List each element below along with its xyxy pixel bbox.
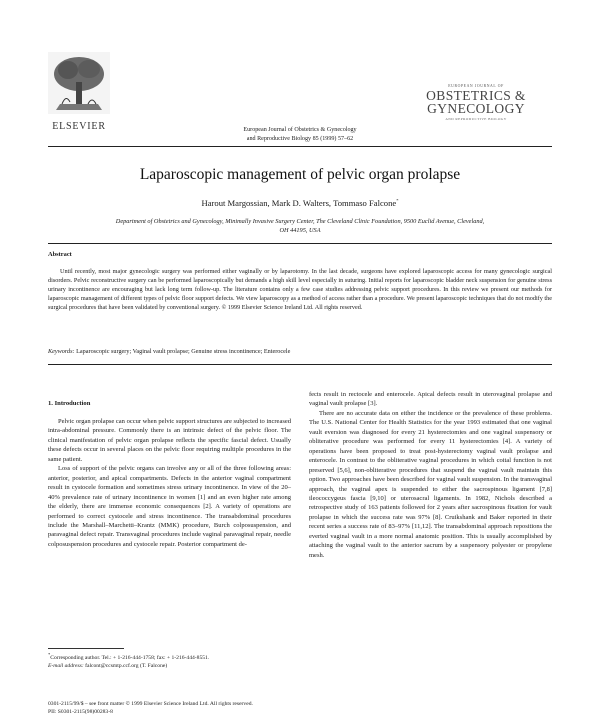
author-list [48, 198, 552, 208]
journal-brand-bottom: AND REPRODUCTIVE BIOLOGY [445, 117, 507, 121]
author-affiliation [64, 217, 536, 235]
journal-brand-line1: OBSTETRICS & [426, 88, 526, 103]
journal-citation-line2: and Reproductive Biology 85 (1999) 57–62 [246, 136, 354, 142]
journal-citation [150, 126, 450, 144]
journal-brand-line2: GYNECOLOGY [427, 101, 525, 116]
paragraph: Loss of support of the pelvic organs can involve any or all of the three following areas: anterior, posterior, and apical compartments. Defects in the anterior vaginal compartment result in cystocele formation and sometimes stress urinary incontinence. In view of the 20–40% prevalence rate of urinary incontinence in women [1] and an even higher rate among the elderly, there are immense economic consequences [2]. A variety of operations are performed to correct cystocele and stress incontinence. The transabdominal procedures include the Marshall–Marchetti–Krantz (MMK) procedure, Burch colposuspension, and paravaginal defect repair. Transvaginal procedures include vaginal paravaginal repair, needle colposuspension procedures and cystocele repair. Posterior compartment de- [48, 465, 291, 548]
abstract-top-rule [48, 243, 552, 244]
corresponding-author-mark: * [396, 198, 399, 204]
abstract-text: Until recently, most major gynecologic surgery was performed either vaginally or by laparotomy. In the last decade, surgeons have explored laparoscopic access for many gynecologic surgical disorders. Pelvic reconstructive surgery can be performed laparoscopically but demands a high skill level especially in suturing. Initial reports for laparoscopic bladder neck suspension for genuine stress urinary incontinence are encouraging but lack long term follow-up. The literature contains only a few case studies addressing pelvic support procedures. In this review we present our methods for laparoscopic management of different types of pelvic floor support defects. We view laparoscopy as a method of access rather than a procedure. We present laparoscopic techniques that do not modify the surgical procedures that have been validated by conventional surgery. © 1999 Elsevier Science Ireland Ltd. All rights reserved. [48, 268, 552, 312]
paragraph: There are no accurate data on either the incidence or the prevalence of these problems. The U.S. National Center for Health Statistics for the year 1993 estimated that one vaginal vault eversion was diagnosed for every 21 hysterectomies and one vaginal suspensory or obliterative procedure was performed for every 11 hysterectomies [4]. A variety of operations have been proposed to treat post-hysterectomy vaginal vault prolapse and enterocele. In contrast to the obliterative vaginal procedures in which coital function is not preserved [5,6], non-obliterative procedures that suspend the vaginal vault maintain this option. Two approaches have been described for vaginal vault suspension. In the transvaginal approach, the vaginal apex is suspended to either the sacrospinous ligament [7,8] ileococcygeus fascia [9,10] or uterosacral ligaments. In 1982, Nichols described a retrospective study of 163 patients followed for 2 years after sacrospinous fixation for vault prolapse in which the success rate was 97% [8]. Cruikshank and Baker reported in their recent series a success rate of 83–97% [11,12]. The transabdominal approach repositions the everted vaginal vault in a more normal anatomic position. This is usually accomplished by attaching the vaginal vault to the anterior sacrum by a suspensory polyester or propylene mesh. [309, 409, 552, 559]
email-label: E-mail address: [48, 663, 84, 669]
affiliation-line2: OH 44195, USA [279, 227, 321, 234]
footnote-line1 [48, 654, 291, 662]
affiliation-line1: Department of Obstetrics and Gynecology, Minimally Invasive Surgery Center, The Cleveland Clinic Foundation, 9500 Euclid Avenue, Cleveland, [115, 218, 485, 225]
footnote-email [48, 662, 291, 670]
keywords-list: Laparoscopic surgery; Vaginal vault prolapse; Genuine stress incontinence; Enterocele [76, 348, 291, 355]
publisher-name: ELSEVIER [52, 121, 106, 132]
footnote-rule [48, 648, 124, 649]
keywords-label: Keywords: [48, 348, 75, 355]
email-address: falcont@ccsmtp.ccf.org (T. Falcone) [85, 663, 168, 669]
keywords [48, 348, 552, 355]
body-right-column [309, 390, 552, 560]
corresponding-author-footnote [48, 654, 291, 670]
body-left-column [48, 417, 291, 549]
footnote-text: Corresponding author. Tel.: + 1-216-444-1758; fax: + 1-216-444-8551. [50, 655, 210, 661]
pii-line: PII: S0301-2115(98)00283-8 [48, 709, 113, 715]
copyright-line: 0301-2115/99/$ – see front matter © 1999 Elsevier Science Ireland Ltd. All rights reserved. [48, 701, 253, 707]
journal-brand [420, 84, 532, 121]
footnote-mark: * [48, 652, 51, 658]
paragraph: fects result in rectocele and enterocele. Apical defects result in uterovaginal prolapse and vaginal vault prolapse [3]. [309, 391, 552, 408]
section-heading-introduction: 1. Introduction [48, 400, 91, 407]
article-title: Laparoscopic management of pelvic organ prolapse [139, 166, 461, 183]
journal-citation-line1: European Journal of Obstetrics & Gynecology [243, 127, 357, 133]
header-rule [48, 146, 552, 147]
journal-brand-top: EUROPEAN JOURNAL OF [448, 84, 504, 88]
elsevier-tree-logo [48, 52, 110, 114]
authors-text: Harout Margossian, Mark D. Walters, Tommaso Falcone [201, 198, 397, 208]
abstract-bottom-rule [48, 364, 552, 365]
paragraph: Pelvic organ prolapse can occur when pelvic support structures are subjected to increased intra-abdominal pressure. Commonly there is an intrinsic defect of the pelvic floor. The clinical manifestation of pelvic organ prolapse reflects the specific fascial defect. Usually these defects occur in several places on the pelvic floor requiring multiple procedures in the same patient. [48, 418, 291, 463]
page-footer [48, 700, 348, 716]
abstract-heading: Abstract [48, 251, 72, 258]
